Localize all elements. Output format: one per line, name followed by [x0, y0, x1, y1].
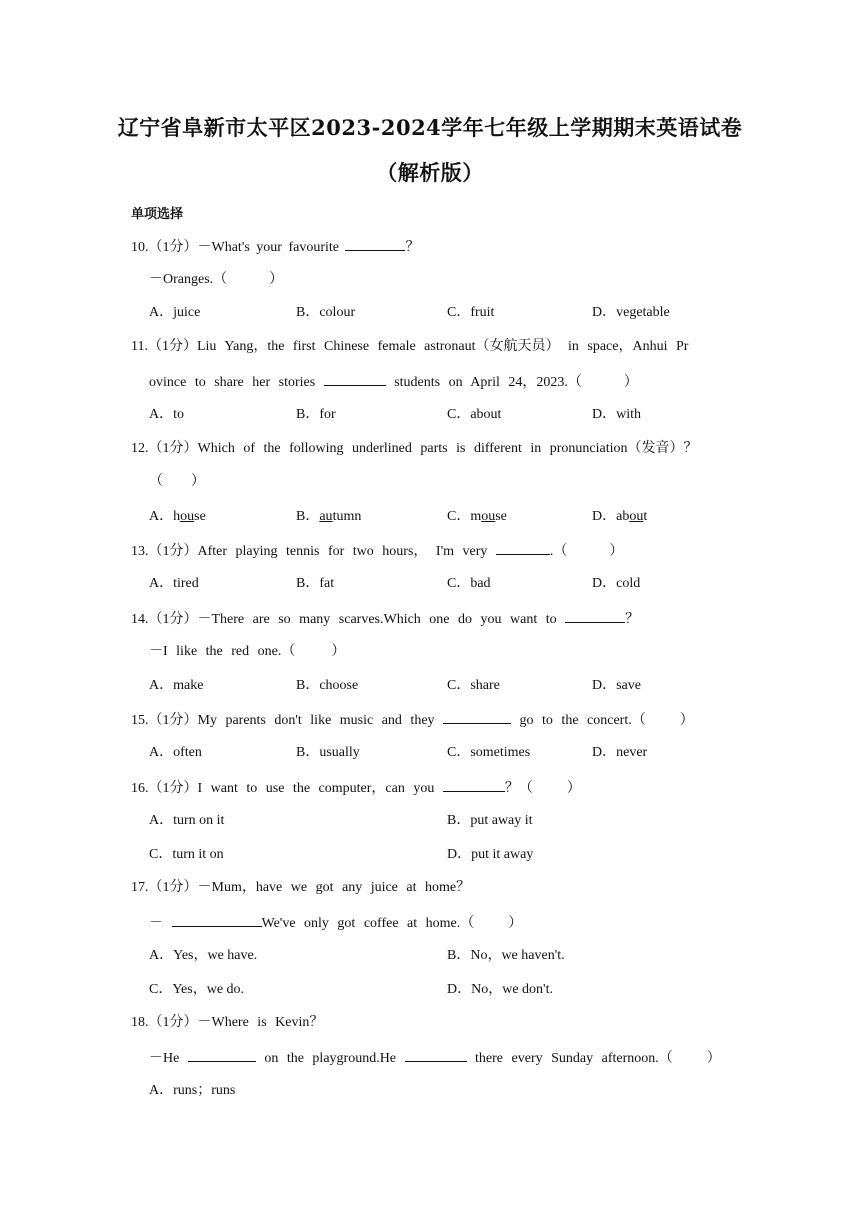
page-title: 辽宁省阜新市太平区2023-2024学年七年级上学期期末英语试卷 [117, 115, 743, 140]
question-13-stem: 13.（1分）After playing tennis for two hours， I'm very .（ ） [131, 540, 623, 562]
section-heading: 单项选择 [131, 207, 184, 222]
option-a: A．runs；runs [149, 1083, 236, 1098]
question-10-response: －Oranges.（ ） [149, 272, 284, 287]
option-b: B．usually [296, 745, 360, 760]
question-10-stem: 10.（1分）－What's your favourite ？ [131, 236, 419, 258]
question-11-stem: 11.（1分）Liu Yang，the first Chinese female astronaut（女航天员） in space，Anhui Pr [131, 339, 689, 354]
option-a: A．to [149, 407, 184, 422]
option-c: C．sometimes [447, 745, 531, 760]
question-17-stem: 17.（1分）－Mum，have we got any juice at home？ [131, 880, 471, 895]
option-b: B．fat [296, 576, 335, 591]
option-a: A．juice [149, 305, 201, 320]
option-b: B．for [296, 407, 336, 422]
question-17-response: － We've only got coffee at home.（ ） [149, 912, 522, 934]
question-14-response: －I like the red one.（ ） [149, 644, 346, 659]
option-c: C．turn it on [149, 847, 224, 862]
option-b: B．put away it [447, 813, 533, 828]
question-15-stem: 15.（1分）My parents don't like music and they go to the concert.（ ） [131, 709, 694, 731]
option-b: B．colour [296, 305, 356, 320]
page-subtitle: （解析版） [376, 160, 484, 185]
answer-blank [324, 371, 386, 386]
answer-blank [172, 912, 262, 927]
option-b: B．No，we haven't. [447, 948, 565, 963]
question-16-stem: 16.（1分）I want to use the computer，can you ？（ ） [131, 777, 581, 799]
answer-blank [345, 236, 405, 251]
option-c: C．Yes，we do. [149, 982, 245, 997]
answer-blank [496, 540, 550, 555]
option-d: D．save [592, 678, 641, 693]
option-a: A．turn on it [149, 813, 225, 828]
option-a: A．make [149, 678, 204, 693]
option-d: D．cold [592, 576, 641, 591]
option-d: D．vegetable [592, 305, 670, 320]
question-18-stem: 18.（1分）－Where is Kevin？ [131, 1015, 324, 1030]
option-a: A．Yes，we have. [149, 948, 258, 963]
option-d: D．put it away [447, 847, 534, 862]
option-c: C．mouse [447, 509, 507, 524]
option-d: D．No，we don't. [447, 982, 553, 997]
option-a: A．often [149, 745, 202, 760]
option-a: A．tired [149, 576, 199, 591]
question-14-stem: 14.（1分）－There are so many scarves.Which one do you want to ？ [131, 608, 639, 630]
option-b: B．choose [296, 678, 359, 693]
option-c: C．share [447, 678, 500, 693]
option-c: C．fruit [447, 305, 495, 320]
question-18-response: －He on the playground.He there every Sunday afternoon.（ ） [149, 1047, 721, 1069]
answer-blank [443, 709, 511, 724]
option-c: C．bad [447, 576, 491, 591]
answer-blank [405, 1047, 467, 1062]
option-d: D．about [592, 509, 648, 524]
answer-blank [188, 1047, 256, 1062]
option-d: D．with [592, 407, 641, 422]
option-a: A．house [149, 509, 206, 524]
answer-blank [565, 608, 625, 623]
question-12-stem: 12.（1分）Which of the following underlined parts is different in pronunciation（发音）？ [131, 441, 698, 456]
question-12-paren: （ ） [149, 474, 205, 489]
option-d: D．never [592, 745, 648, 760]
question-11-stem-cont: ovince to share her stories students on April 24，2023.（ ） [149, 371, 638, 393]
option-b: B．autumn [296, 509, 362, 524]
option-c: C．about [447, 407, 502, 422]
answer-blank [443, 777, 505, 792]
